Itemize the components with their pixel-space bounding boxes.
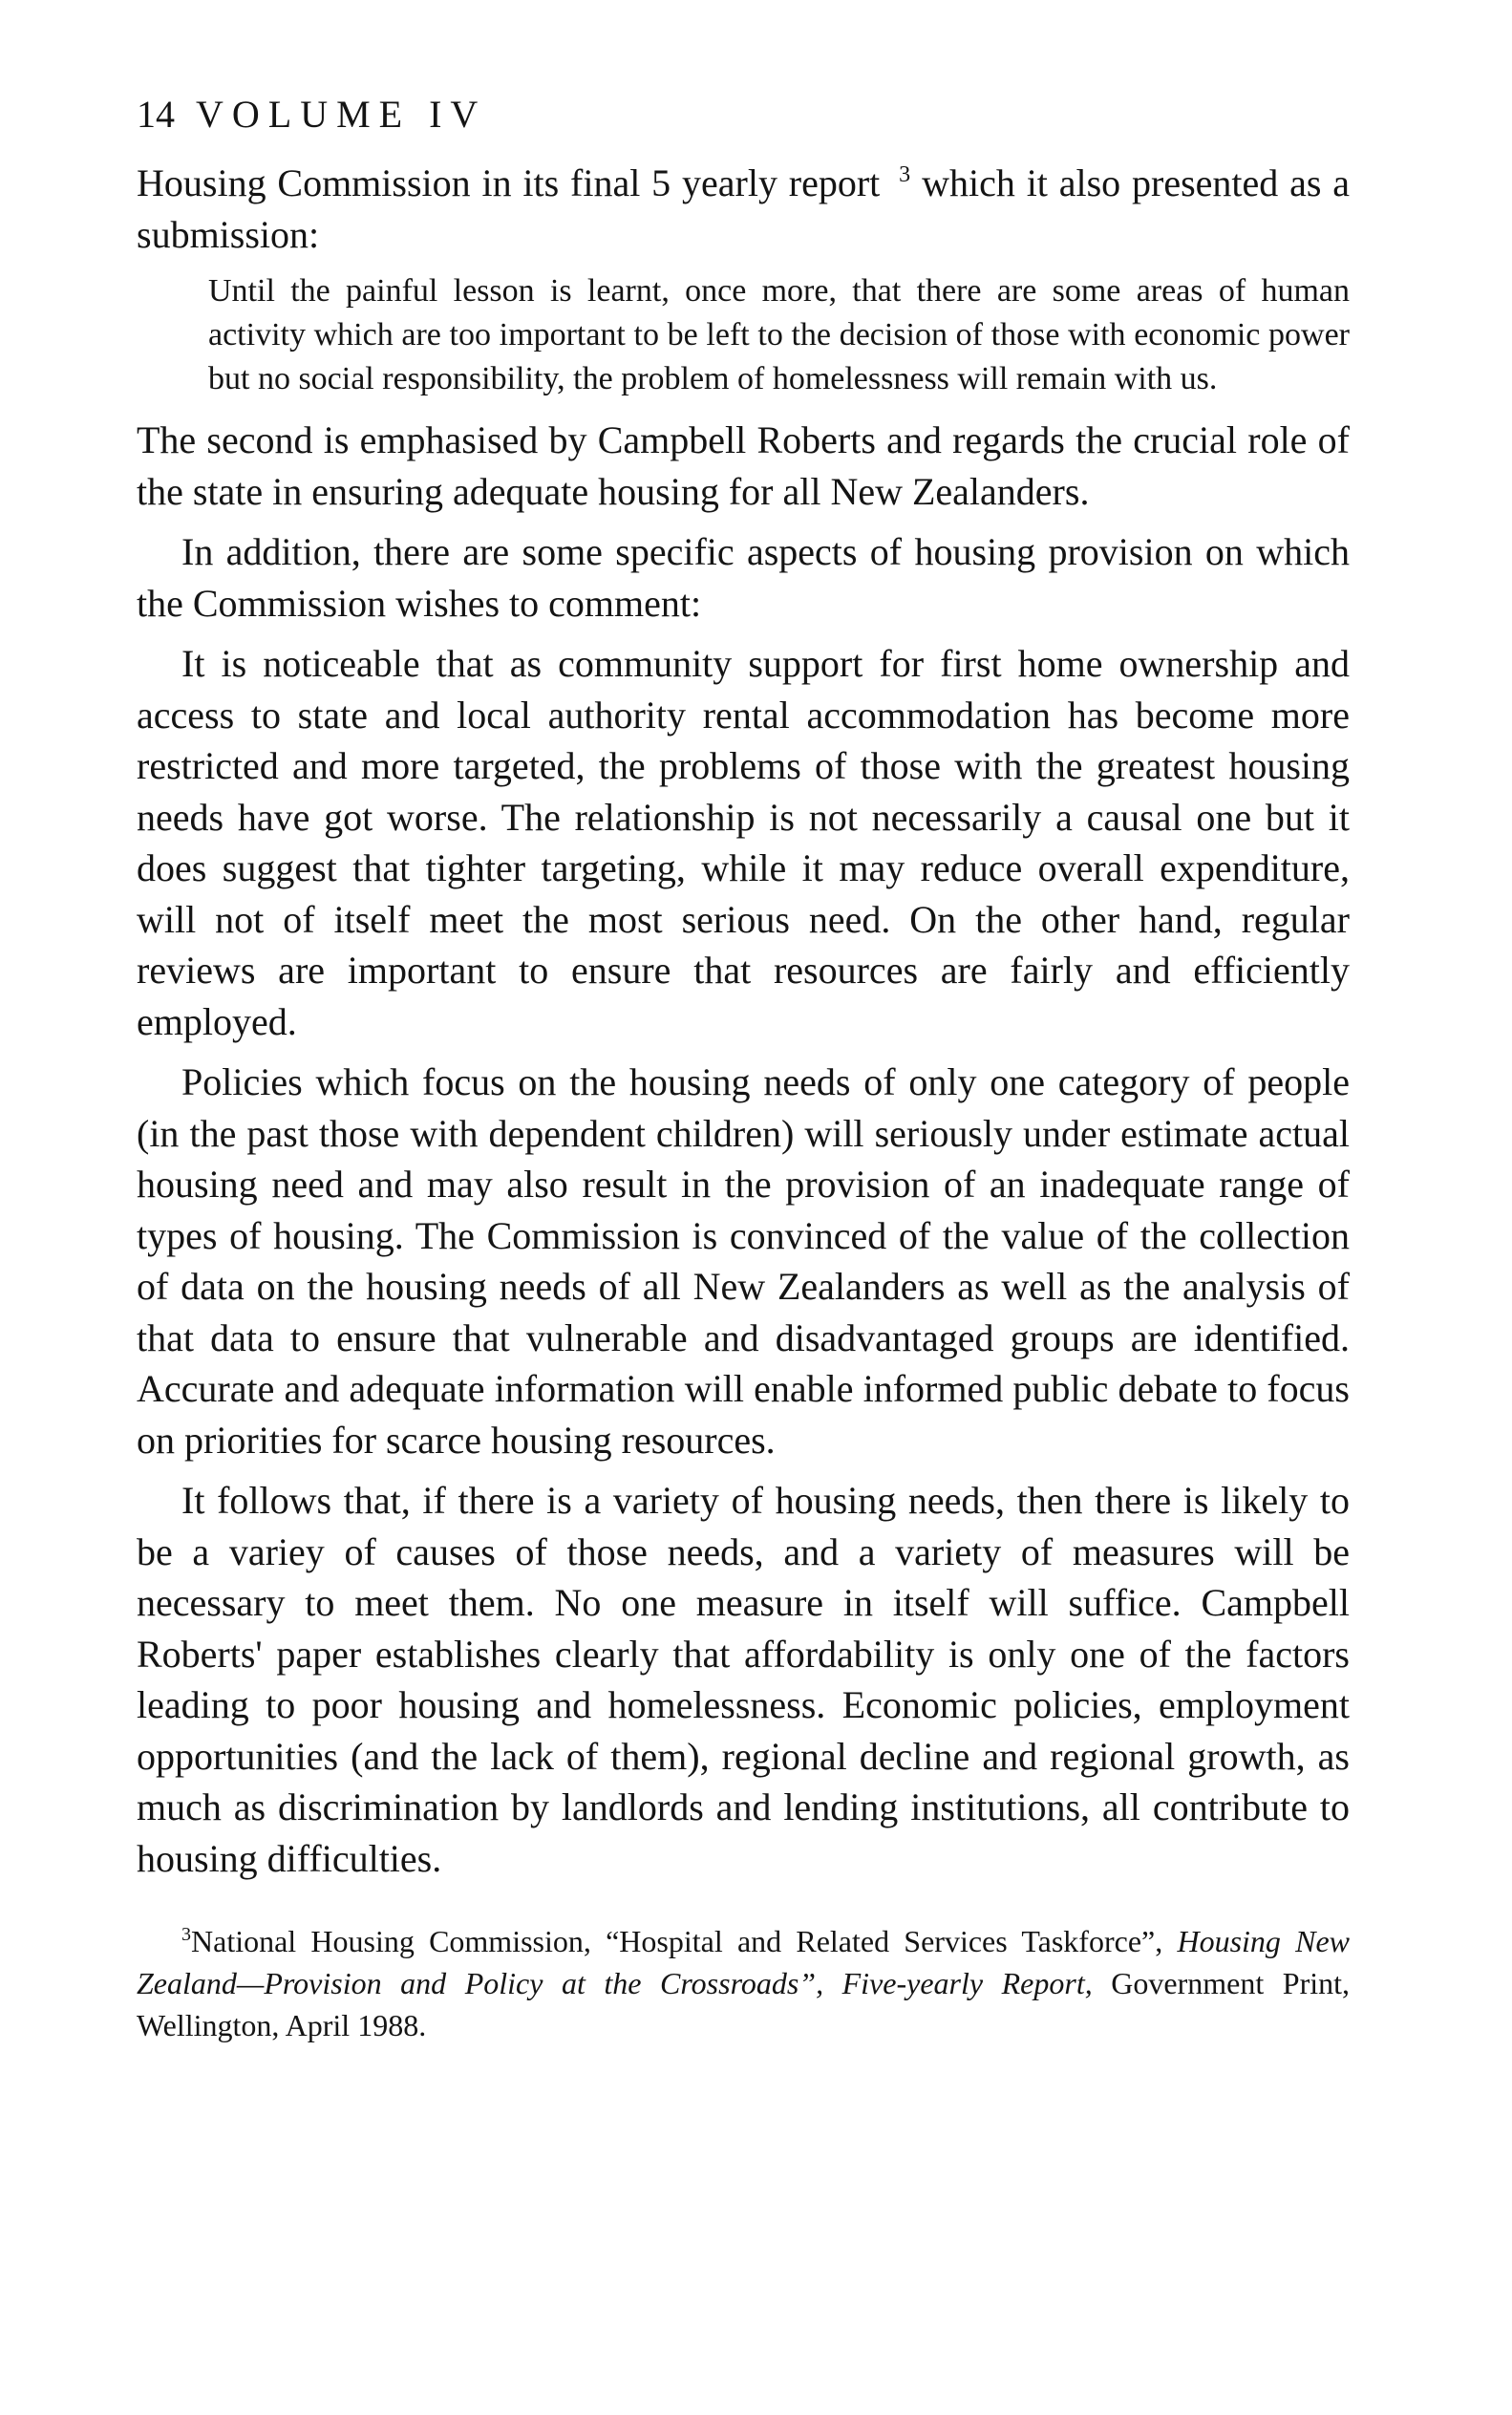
intro-paragraph [137, 158, 1350, 260]
running-head [137, 91, 1350, 139]
footnote-text-start: National Housing Commission, “Hospital and Related Services Taskforce”, [191, 1924, 1163, 1958]
paragraph-policies: Policies which focus on the housing needs of only one category of people (in the past those with dependent children) will seriously under estimate actual housing need and may also result in the provision of an inadequate range of types of housing. The Commission is convinced of the value of the collection of data on the housing needs of all New Zealanders as well as the analysis of that data to ensure that vulnerable and disadvantaged groups are identified. Accurate and adequate information will enable informed public debate to focus on priorities for scarce housing resources. [137, 1060, 1350, 1462]
footnote [137, 1920, 1350, 2046]
intro-text-continued: which it also presented as a submission: [137, 161, 1350, 256]
paragraph-second-point: The second is emphasised by Campbell Roberts and regards the crucial role of the state in ensuring adequate housing for all New Zealanders. [137, 418, 1350, 513]
document-page [137, 91, 1350, 2046]
intro-text: Housing Commission in its final 5 yearly report [137, 161, 881, 204]
footnote-reference[interactable]: 3 [899, 162, 911, 187]
paragraph-specific-aspects: In addition, there are some specific aspects of housing provision on which the Commission wishes to comment: [137, 530, 1350, 625]
paragraph-variety-of-needs: It follows that, if there is a variety of housing needs, then there is likely to be a variey of causes of those needs, and a variety of measures will be necessary to meet them. No one measure in itself will suffice. Campbell Roberts' paper establishes clearly that affordability is only one of the factors leading to poor housing and homelessness. Economic policies, employment opportunities (and the lack of them), regional decline and regional growth, as much as discrimination by landlords and lending institutions, all contribute to housing difficulties. [137, 1479, 1350, 1880]
page-number: 14 [137, 93, 175, 136]
block-quote: Until the painful lesson is learnt, once more, that there are some areas of human activity which are too important to be left to the decision of those with economic power but no social responsibility, the problem of homelessness will remain with us. [208, 273, 1350, 396]
paragraph-community-support: It is noticeable that as community support for first home ownership and access to state and local authority rental accommodation has become more restricted and more targeted, the problems of those with the greatest housing needs have got worse. The relationship is not necessarily a causal one but it does suggest that tighter targeting, while it may reduce overall expenditure, will not of itself meet the most serious need. On the other hand, regular reviews are important to ensure that resources are fairly and efficiently employed. [137, 642, 1350, 1043]
volume-title: VOLUME IV [196, 93, 487, 136]
footnote-title: Housing New Zealand—Provision and Policy at the Crossroads”, Five-yearly Report, [137, 1924, 1351, 2000]
footnote-text-end: Government Print, Wellington, April 1988. [137, 1966, 1350, 2042]
footnote-mark: 3 [181, 1924, 191, 1945]
